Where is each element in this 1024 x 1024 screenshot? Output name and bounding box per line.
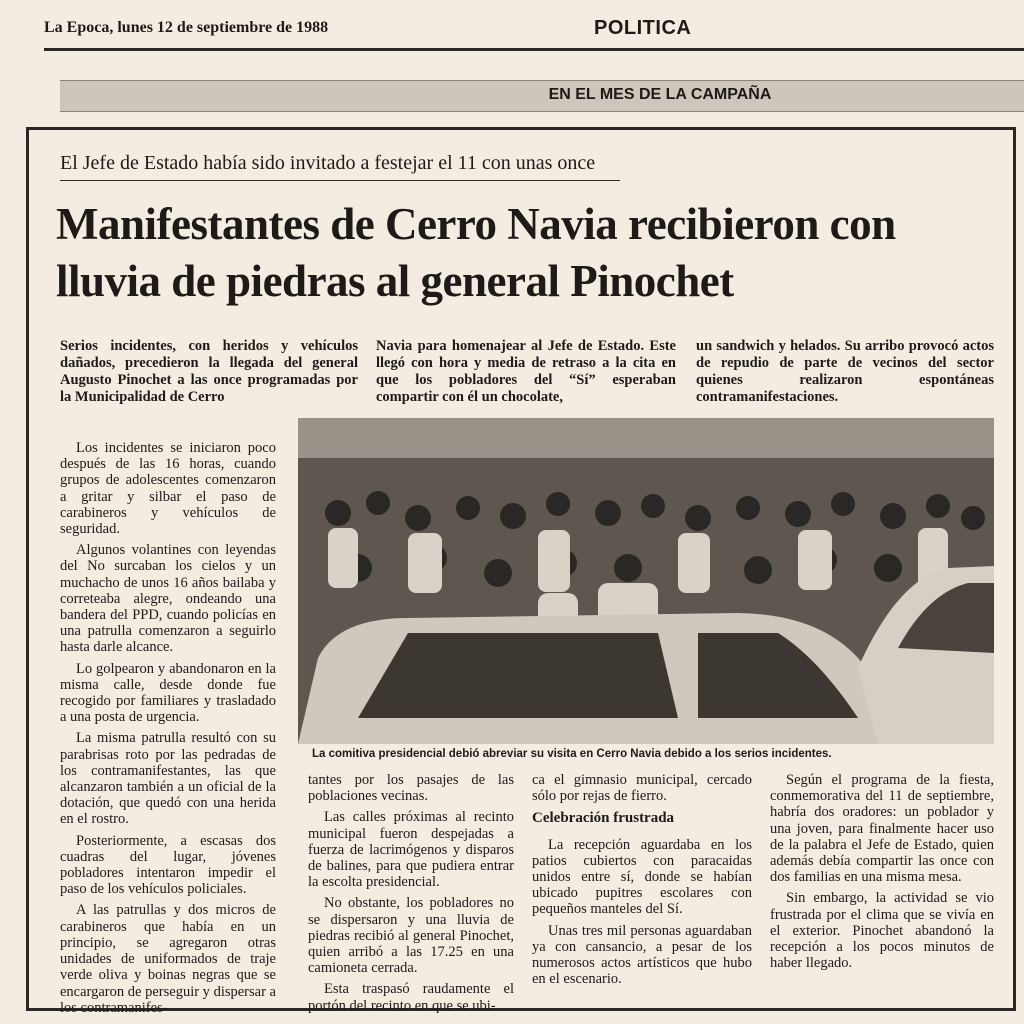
column-2-paragraph: tantes por los pasajes de las poblaciones vecinas. [308,772,514,805]
article-column-2 [308,772,514,1019]
article-column-4 [770,772,994,976]
column-4-paragraph: Sin embargo, la actividad se vio frustrada por el clima que se vivía en el exterior. Pinochet abandonó la recepción a los pocos minutos de haber llegado. [770,890,994,972]
crowd-photo-illustration [298,418,994,744]
column-3-paragraph: ca el gimnasio municipal, cercado sólo por rejas de fierro. [532,772,752,805]
column-4-paragraph: Según el programa de la fiesta, conmemorativa del 11 de septiembre, habría dos oradores: un poblador y una joven, para finalmente hacer uso de la palabra el Jefe de Estado, quien además debía compartir las once con dos familias en una misma mesa. [770,772,994,886]
column-1-paragraph: Posteriormente, a escasas dos cuadras del lugar, jóvenes pobladores intentaron impedir el paso de los vehículos policiales. [60,832,276,898]
dateline: La Epoca, lunes 12 de septiembre de 1988 [44,19,329,36]
column-2-paragraph: No obstante, los pobladores no se dispersaron y una lluvia de piedras recibió al general Pinochet, quien arribó a las 17.25 en una camioneta cerrada. [308,895,514,977]
column-1-paragraph: Lo golpearon y abandonaron en la misma calle, desde donde fue recogido por familiares y trasladado a una posta de urgencia. [60,660,276,726]
column-2-paragraph: Esta traspasó raudamente el portón del recinto en que se ubi- [308,981,514,1014]
crowd-photo [298,418,994,744]
column-1-paragraph: Algunos volantines con leyendas del No surcaban los cielos y un muchacho de unos 16 años bailaba y correteaba alegre, ondeando una bandera del PPD, cuando policías en una patrulla comenzaron a seguirlo hasta darle alcance. [60,542,276,656]
article-column-1 [60,440,276,1021]
column-3-subheading: Celebración frustrada [532,810,675,827]
campaign-label: EN EL MES DE LA CAMPAÑA [548,86,772,103]
article-column-3 [532,772,752,992]
column-1-paragraph: La misma patrulla resultó con su parabrisas roto por las pedradas de los contramanifestantes, las que alcanzaron también a un oficial de la dotación, que quedó con una herida en el rostro. [60,730,276,828]
kicker-underline [60,180,620,181]
section-title: POLITICA [594,17,692,39]
column-1-paragraph: Los incidentes se iniciaron poco después de las 16 horas, cuando grupos de adolescentes comenzaron a gritar y silbar el paso de carabineros y vehículos de seguridad. [60,440,276,538]
column-3-paragraph: Unas tres mil personas aguardaban ya con cansancio, a pesar de los numerosos actos artísticos que hubo en el escenario. [532,922,752,988]
lead-paragraph-2: Navia para homenajear al Jefe de Estado. Este llegó con hora y media de retraso a la cita en que los pobladores del “Sí” esperaban compartir con él un chocolate, [376,338,676,405]
column-2-paragraph: Las calles próximas al recinto municipal fueron despejadas a fuerza de lacrimógenos y disparos de balines, para que pudiera entrar la escolta presidencial. [308,809,514,891]
column-3-paragraph: La recepción aguardaba en los patios cubiertos con paracaidas unidos entre sí, donde se habían ubicado pupitres escolares con pequeños manteles del Sí. [532,836,752,918]
photo-caption: La comitiva presidencial debió abreviar su visita en Cerro Navia debido a los serios incidentes. [312,748,832,760]
lead-paragraph-3: un sandwich y helados. Su arribo provocó actos de repudio de parte de vecinos del sector quienes realizaron espontáneas contramanifestaciones. [696,338,994,405]
column-1-paragraph: A las patrullas y dos micros de carabineros que había en un principio, se agregaron otras unidades de uniformados de traje verde oliva y boinas negras que se encargaron de perseguir y dispersar a los contramanifes- [60,902,276,1016]
header-rule [44,48,1024,51]
article-kicker: El Jefe de Estado había sido invitado a festejar el 11 con unas once [60,152,596,174]
lead-paragraph-1: Serios incidentes, con heridos y vehículos dañados, precedieron la llegada del general Augusto Pinochet a las once programadas por la Municipalidad de Cerro [60,338,358,405]
article-headline: Manifestantes de Cerro Navia recibieron con lluvia de piedras al general Pinochet [56,199,896,306]
